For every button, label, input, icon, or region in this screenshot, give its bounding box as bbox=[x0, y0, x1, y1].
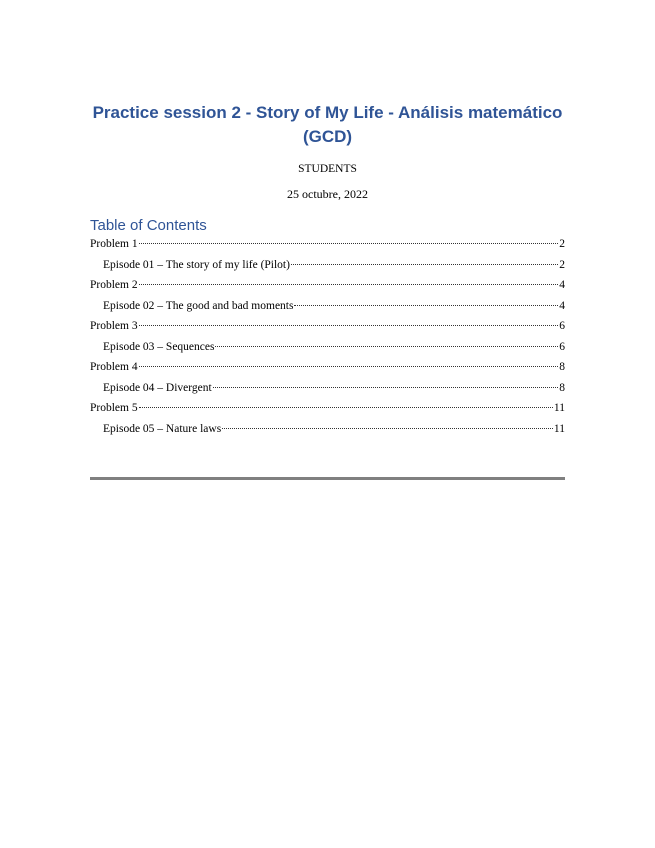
table-of-contents bbox=[90, 237, 565, 442]
toc-entry-page[interactable]: 11 bbox=[553, 422, 565, 435]
toc-entry-page[interactable]: 8 bbox=[559, 381, 565, 394]
toc-dot-leader bbox=[139, 366, 559, 367]
toc-heading: Table of Contents bbox=[90, 217, 207, 234]
toc-dot-leader bbox=[139, 325, 559, 326]
toc-entry-title[interactable]: Episode 03 – Sequences bbox=[103, 340, 215, 353]
toc-entry-page[interactable]: 2 bbox=[559, 258, 565, 271]
toc-entry[interactable] bbox=[90, 237, 565, 258]
horizontal-rule bbox=[90, 477, 565, 480]
toc-dot-leader bbox=[139, 284, 559, 285]
toc-entry[interactable] bbox=[90, 422, 565, 443]
toc-entry[interactable] bbox=[90, 360, 565, 381]
toc-dot-leader bbox=[139, 243, 559, 244]
document-author: STUDENTS bbox=[298, 163, 357, 175]
toc-entry-page[interactable]: 6 bbox=[559, 340, 565, 353]
toc-entry-page[interactable]: 8 bbox=[559, 361, 565, 373]
toc-entry[interactable] bbox=[90, 319, 565, 340]
toc-entry-title[interactable]: Episode 02 – The good and bad moments bbox=[103, 299, 294, 312]
toc-entry-title[interactable]: Problem 2 bbox=[90, 279, 138, 291]
toc-entry-title[interactable]: Episode 05 – Nature laws bbox=[103, 422, 222, 435]
toc-entry[interactable] bbox=[90, 340, 565, 361]
toc-dot-leader bbox=[291, 264, 558, 265]
document-title: Practice session 2 - Story of My Life - Análisis matemático (GCD) bbox=[92, 103, 563, 146]
toc-entry[interactable] bbox=[90, 299, 565, 320]
document-date: 25 octubre, 2022 bbox=[287, 187, 368, 201]
toc-dot-leader bbox=[294, 305, 558, 306]
toc-entry-page[interactable]: 2 bbox=[559, 238, 565, 250]
toc-dot-leader bbox=[139, 407, 553, 408]
toc-dot-leader bbox=[215, 346, 558, 347]
toc-entry[interactable] bbox=[90, 401, 565, 422]
toc-dot-leader bbox=[213, 387, 559, 388]
toc-entry-page[interactable]: 6 bbox=[559, 320, 565, 332]
toc-entry-title[interactable]: Problem 1 bbox=[90, 238, 138, 250]
toc-entry-page[interactable]: 4 bbox=[559, 299, 565, 312]
toc-dot-leader bbox=[222, 428, 553, 429]
toc-entry-page[interactable]: 11 bbox=[553, 402, 565, 414]
toc-entry-title[interactable]: Problem 4 bbox=[90, 361, 138, 373]
toc-entry-title[interactable]: Episode 04 – Divergent bbox=[103, 381, 212, 394]
toc-entry[interactable] bbox=[90, 278, 565, 299]
toc-entry-page[interactable]: 4 bbox=[559, 279, 565, 291]
toc-entry-title[interactable]: Problem 3 bbox=[90, 320, 138, 332]
toc-entry[interactable] bbox=[90, 258, 565, 279]
toc-entry[interactable] bbox=[90, 381, 565, 402]
toc-entry-title[interactable]: Problem 5 bbox=[90, 402, 138, 414]
toc-entry-title[interactable]: Episode 01 – The story of my life (Pilot) bbox=[103, 258, 290, 271]
